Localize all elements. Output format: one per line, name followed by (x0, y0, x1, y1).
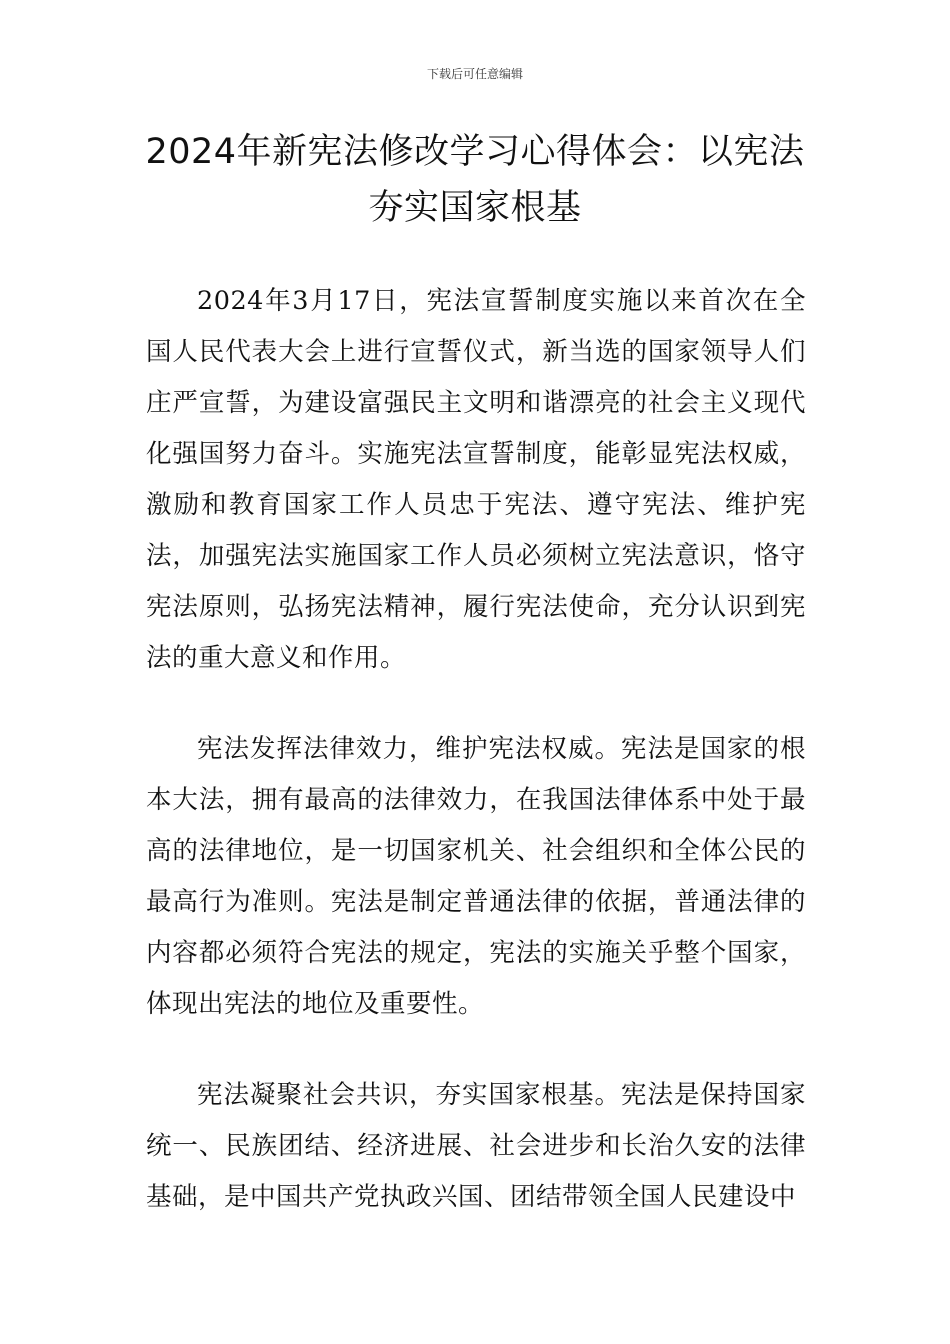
title-line-1: 2024年新宪法修改学习心得体会：以宪法 (145, 132, 805, 172)
header-note: 下载后可任意编辑 (426, 67, 523, 81)
paragraph-2: 宪法发挥法律效力，维护宪法权威。宪法是国家的根本大法，拥有最高的法律效力，在我国法律体系中处于最高的法律地位，是一切国家机关、社会组织和全体公民的最高行为准则。宪法是制定普通法律的依据，普通法律的内容都必须符合宪法的规定，宪法的实施关乎整个国家，体现出宪法的地位及重要性。 (146, 734, 806, 1019)
document-title (100, 124, 850, 236)
paragraph-1: 2024年3月17日，宪法宣誓制度实施以来首次在全国人民代表大会上进行宣誓仪式，新当选的国家领导人们庄严宣誓，为建设富强民主文明和谐漂亮的社会主义现代化强国努力奋斗。实施宪法宣誓制度，能彰显宪法权威，激励和教育国家工作人员忠于宪法、遵守宪法、维护宪法，加强宪法实施国家工作人员必须树立宪法意识，恪守宪法原则，弘扬宪法精神，履行宪法使命，充分认识到宪法的重大意义和作用。 (146, 286, 806, 673)
paragraph-3: 宪法凝聚社会共识，夯实国家根基。宪法是保持国家统一、民族团结、经济进展、社会进步和长治久安的法律基础，是中国共产党执政兴国、团结带领全国人民建设中 (146, 1080, 806, 1212)
title-line-2: 夯实国家根基 (368, 188, 582, 228)
